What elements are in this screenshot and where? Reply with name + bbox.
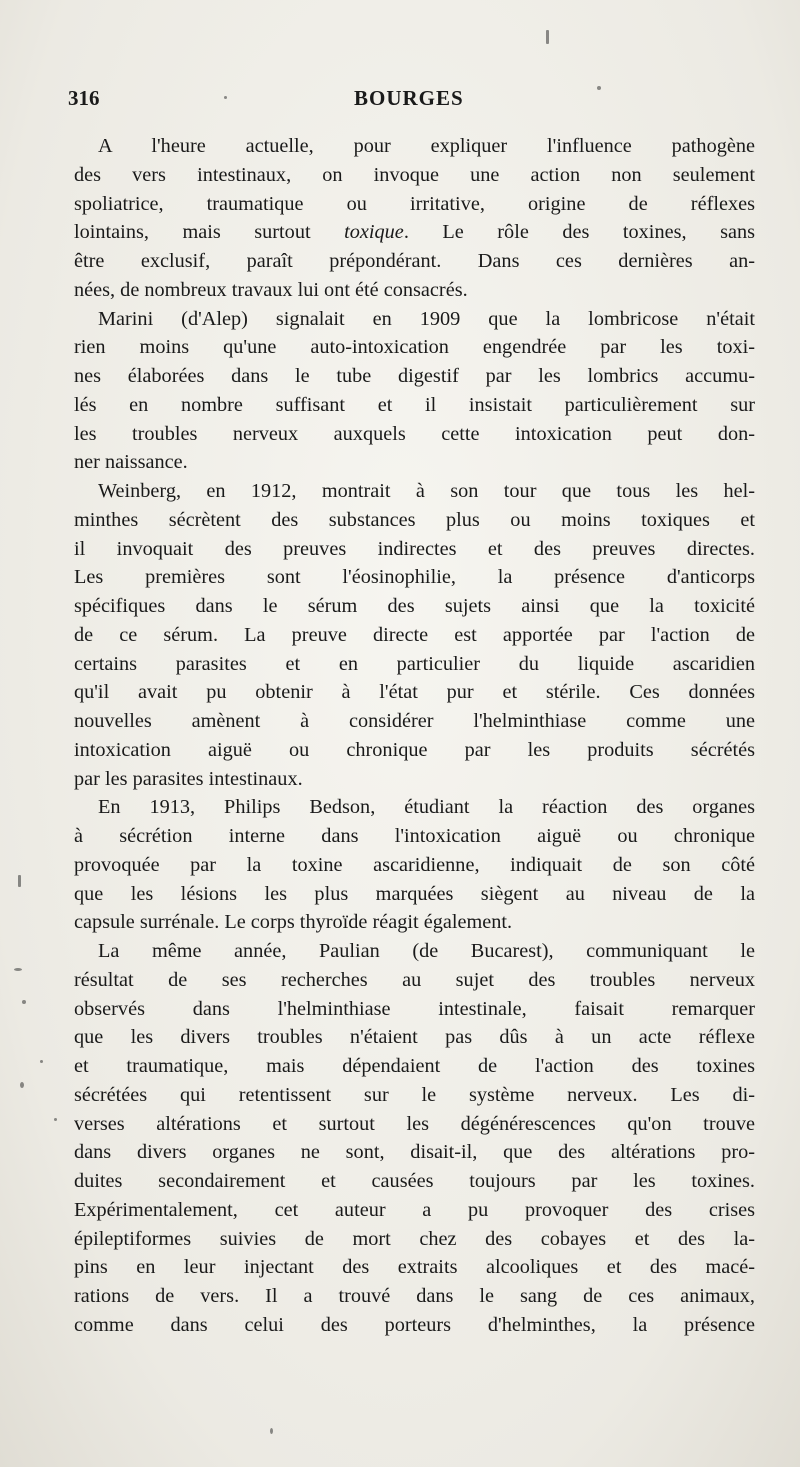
text-line: certains parasites et en particulier du liquide ascaridien: [74, 652, 755, 675]
scan-speck: [54, 1118, 57, 1121]
scan-speck: [546, 30, 549, 44]
page-number: 316: [68, 86, 100, 110]
text-line: nouvelles amènent à considérer l'helminthiase comme une: [74, 710, 755, 732]
text-line: lés en nombre suffisant et il insistait particulièrement sur: [74, 393, 755, 416]
text-line: rien moins qu'une auto-intoxication engendrée par les toxi-: [74, 336, 755, 359]
text-line: Les premières sont l'éosinophilie, la présence d'anticorps: [74, 566, 755, 589]
text-line: des vers intestinaux, on invoque une action non seulement: [74, 163, 755, 186]
scan-speck: [18, 875, 21, 887]
paragraph: [74, 793, 755, 937]
text-line: que les lésions les plus marquées siègent au niveau de la: [74, 882, 755, 905]
text-line: spoliatrice, traumatique ou irritative, origine de réflexes: [74, 192, 755, 215]
text-line: provoquée par la toxine ascaridienne, indiquait de son côté: [74, 853, 755, 876]
scan-speck: [40, 1060, 43, 1063]
text-line: verses altérations et surtout les dégénérescences qu'on trouve: [74, 1112, 755, 1135]
text-line: épileptiformes suivies de mort chez des cobayes et des la-: [74, 1227, 755, 1250]
text-line: rations de vers. Il a trouvé dans le sang de ces animaux,: [74, 1285, 755, 1307]
text-line: capsule surrénale. Le corps thyroïde réagit également.: [74, 911, 513, 934]
text-line: Marini (d'Alep) signalait en 1909 que la lombricose n'était: [98, 307, 755, 330]
scan-speck: [22, 1000, 26, 1004]
paragraph: [74, 477, 755, 793]
paragraph: [74, 132, 755, 305]
text-line: La même année, Paulian (de Bucarest), communiquant le: [98, 940, 755, 962]
text-line: spécifiques dans le sérum des sujets ainsi que la toxicité: [74, 595, 755, 617]
text-line: lointains, mais surtout toxique. Le rôle des toxines, sans: [74, 221, 755, 244]
text-line: intoxication aiguë ou chronique par les produits sécrétés: [74, 738, 755, 761]
scan-speck: [14, 968, 22, 971]
body-text: [74, 132, 755, 1340]
scan-speck: [270, 1428, 273, 1434]
text-line: que les divers troubles n'étaient pas dûs à un acte réflexe: [74, 1026, 755, 1049]
text-line: et traumatique, mais dépendaient de l'action des toxines: [74, 1055, 755, 1077]
text-line: sécrétées qui retentissent sur le système nerveux. Les di-: [74, 1083, 755, 1106]
text-line: ner naissance.: [74, 451, 188, 474]
text-line: à sécrétion interne dans l'intoxication aiguë ou chronique: [74, 825, 755, 847]
text-line: dans divers organes ne sont, disait-il, que des altérations pro-: [74, 1141, 755, 1164]
text-line: Weinberg, en 1912, montrait à son tour que tous les hel-: [98, 480, 755, 502]
emphasized-word: toxique: [344, 221, 404, 244]
text-line: nes élaborées dans le tube digestif par les lombrics accumu-: [74, 365, 755, 387]
text-line: résultat de ses recherches au sujet des troubles nerveux: [74, 968, 755, 991]
text-line: comme dans celui des porteurs d'helminthes, la présence: [74, 1313, 755, 1336]
text-line: qu'il avait pu obtenir à l'état pur et stérile. Ces données: [74, 681, 755, 704]
text-line: être exclusif, paraît prépondérant. Dans ces dernières an-: [74, 250, 755, 272]
paragraph: [74, 937, 755, 1340]
text-line: pins en leur injectant des extraits alcooliques et des macé-: [74, 1256, 755, 1279]
running-title: BOURGES: [354, 86, 464, 110]
text-line: observés dans l'helminthiase intestinale, faisait remarquer: [74, 997, 755, 1020]
text-line: duites secondairement et causées toujours par les toxines.: [74, 1170, 755, 1192]
text-line: En 1913, Philips Bedson, étudiant la réaction des organes: [98, 796, 755, 819]
text-line: les troubles nerveux auxquels cette intoxication peut don-: [74, 422, 755, 445]
text-line: minthes sécrètent des substances plus ou moins toxiques et: [74, 508, 755, 531]
page-header: [68, 86, 758, 116]
text-line: par les parasites intestinaux.: [74, 767, 303, 790]
scan-speck: [20, 1082, 24, 1088]
paragraph: [74, 305, 755, 478]
text-line: A l'heure actuelle, pour expliquer l'influence pathogène: [98, 135, 755, 157]
text-line: il invoquait des preuves indirectes et des preuves directes.: [74, 537, 755, 560]
text-line: nées, de nombreux travaux lui ont été consacrés.: [74, 278, 468, 301]
text-line: Expérimentalement, cet auteur a pu provoquer des crises: [74, 1198, 755, 1221]
text-line: de ce sérum. La preuve directe est apportée par l'action de: [74, 623, 755, 646]
